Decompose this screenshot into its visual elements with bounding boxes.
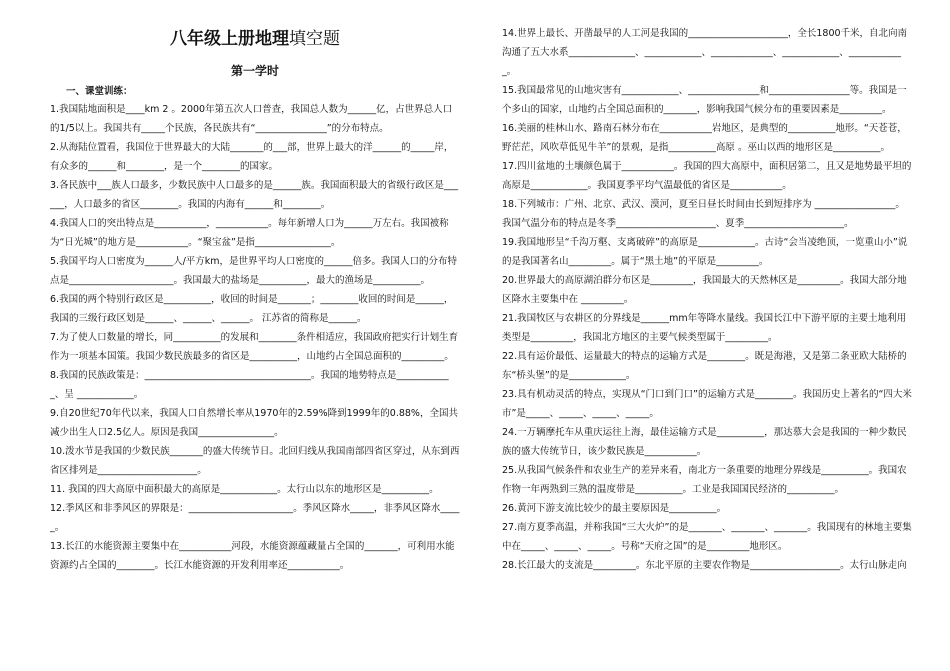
section-heading: 一、课堂训练： <box>66 86 133 97</box>
question-9: 9.自20世纪70年代以来，我国人口自然增长率从1970年的2.59%降到1999年的0.88%，全国共减少出生人口2.5亿人。原因是我国________________。 <box>50 408 458 438</box>
question-17: 17.四川盆地的土壤颜色属于___________。我国的四大高原中，面积居第二，且又是地势最平坦的高原是____________。我国夏季平均气温最低的省区是___________。 <box>502 161 912 191</box>
question-23: 23.具有机动灵活的特点，实现从“门口到门口”的运输方式是________。我国历史上著名的“四大米市”是_____、_____、_____、_____。 <box>502 389 912 419</box>
question-10: 10.泼水节是我国的少数民族_______的盛大传统节日。北回归线从我国南部四省区穿过，从东到西省区排列是_____________________。 <box>50 446 460 476</box>
question-22: 22.具有运价最低、运量最大的特点的运输方式是________。既是海港，又是第二条亚欧大陆桥的东“桥头堡”的是____________。 <box>502 351 907 381</box>
question-16: 16.美丽的桂林山水、路南石林分布在___________岩地区，是典型的__________地形。“天苍苍，野茫茫，风吹草低见牛羊”的景观，是指__________高原 。巫山以西的地形区是__________。 <box>502 123 907 153</box>
question-24: 24.一万辆摩托车从重庆运往上海，最佳运输方式是__________，那达慕大会是我国的一种少数民族的盛大传统节日，该少数民族是___________。 <box>502 427 907 457</box>
question-4: 4.我国人口的突出特点是___________，___________。每年新增人口为______万左右。我国被称为“日光城”的地方是___________。“聚宝盆”是指________________。 <box>50 218 449 248</box>
question-11: 11. 我国的四大高原中面积最大的高原是____________。太行山以东的地形区是__________。 <box>50 484 439 495</box>
question-5: 5.我国平均人口密度为______人/平方km，是世界平均人口密度的______倍多。我国人口的分布特点是______________________。我国最大的盐场是__________，最大的渔场是__________。 <box>50 256 458 286</box>
question-3: 3.各民族中___族人口最多，少数民族中人口最多的是______族。我国面积最大的省级行政区是______，人口最多的省区________。我国的内海有______和________。 <box>50 180 459 210</box>
document-title <box>50 30 460 58</box>
question-7: 7.为了使人口数量的增长，同__________的发展和________条件相适应，我国政府把实行计划生育作为一项基本国策。我国少数民族最多的省区是__________，山地约占全国总面积的_________。 <box>50 332 459 362</box>
title-main: 八年级上册地理 <box>170 29 289 49</box>
question-8: 8.我国的民族政策是：___________________________________。我国的地势特点是____________、呈 ____________。 <box>50 370 449 400</box>
question-19: 19.我国地形呈“千沟万壑、支离破碎”的高原是____________。古诗“会当凌绝顶，一览重山小”说的是我国著名山_________。属于“黑土地”的平原是_________。 <box>502 237 908 267</box>
question-27: 27.南方夏季高温，并称我国“三大火炉”的是_______、_______、_______。我国现有的林地主要集中在_____、_____、_____。号称“天府之国”的是_________地形区。 <box>502 522 912 552</box>
question-15: 15.我国最常见的山地灾害有____________、_______________和_________________等。我国是一个多山的国家，山地约占全国总面积的_______，影响我国气候分布的重要因素是_________。 <box>502 85 907 115</box>
question-25: 25.从我国气候条件和农业生产的差异来看，南北方一条重要的地理分界线是__________。我国农作物一年两熟到三熟的温度带是__________。工业是我国国民经济的__________。 <box>502 465 907 495</box>
question-12: 12.季风区和非季风区的界限是：______________________。季风区降水_____，非季风区降水_____。 <box>50 503 460 533</box>
question-2: 2.从海陆位置看，我国位于世界最大的大陆_______的___部，世界上最大的洋______的_____岸，有众多的______和________，是一个________的国家。 <box>50 142 454 172</box>
question-26: 26.黄河下游支流比较少的最主要原因是__________。 <box>502 503 727 514</box>
question-21: 21.我国牧区与农耕区的分界线是______mm年等降水量线。我国长江中下游平原的主要土地利用类型是_________，我国北方地区的主要气候类型属于_________。 <box>502 313 907 343</box>
question-28: 28.长江最大的支流是_________。东北平原的主要农作物是___________________。太行山脉走向 <box>502 560 907 571</box>
question-13: 13.长江的水能资源主要集中在___________河段，水能资源蕴藏量占全国的_______，可利用水能资源约占全国的________。长江水能资源的开发利用率还___________。 <box>50 541 455 571</box>
question-14: 14.世界上最长、开凿最早的人工河是我国的_____________________，全长1800千米，自北向南沟通了五大水系______________、____________、_____________、____________、____________。 <box>502 28 908 77</box>
right-column <box>502 0 912 575</box>
question-6: 6.我国的两个特别行政区是__________，收回的时间是_______；________收回的时间是______，我国的三级行政区划是______、______、______。 江苏省的简称是______。 <box>50 294 454 324</box>
question-18: 18.下列城市：广州、北京、武汉、漠河，夏至日昼长时间由长到短排序为 _________________。我国气温分布的特点是冬季_____________________、夏季_____________________。 <box>502 199 905 229</box>
question-20: 20.世界最大的高原湖泊群分布区是_________，我国最大的天然林区是_________。我国大部分地区降水主要集中在 _________。 <box>502 275 907 305</box>
question-1: 1.我国陆地面积是____km 2 。2000年第五次人口普查，我国总人数为______亿，占世界总人口的1/5以上。我国共有_____个民族，各民族共有“_______________”的分布特点。 <box>50 104 453 134</box>
document-subtitle: 第一学时 <box>230 64 279 78</box>
title-suffix: 填空题 <box>289 29 340 49</box>
left-column <box>50 0 460 575</box>
